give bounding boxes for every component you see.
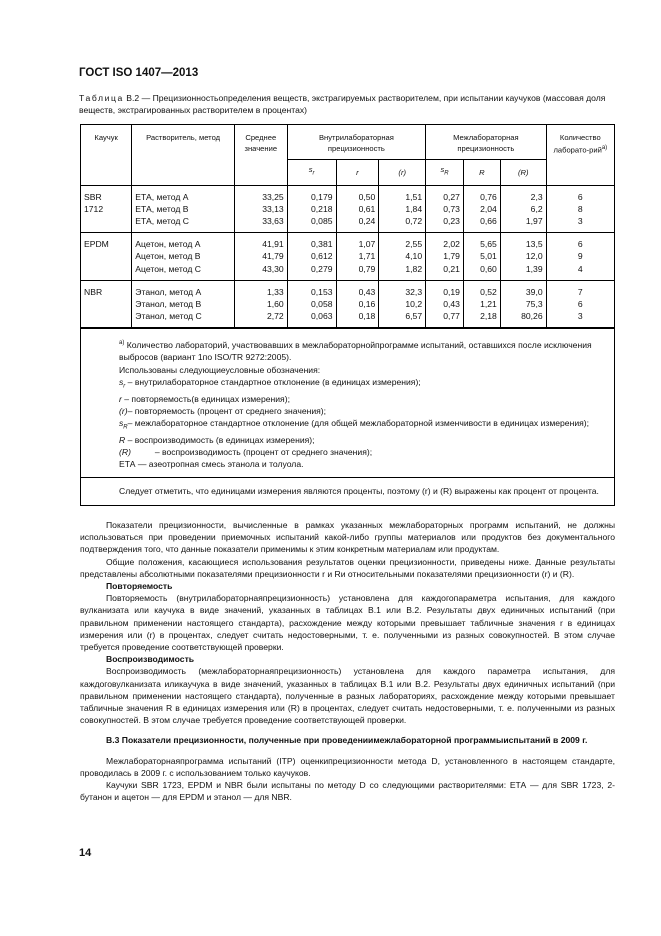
paragraph-6: Каучуки SBR 1723, EPDM и NBR были испытаны по методу D со следующими растворителями: ЕТА — для SBR 1723, 2-бутанон и ацетон — для EPDM и этанол — для NBR. — [80, 780, 615, 803]
cell-value: 33,63 — [262, 215, 284, 226]
cell-value: 2,3 — [530, 191, 543, 202]
legend-symbol: s — [119, 418, 124, 429]
cell-value: 2,02 — [443, 239, 460, 250]
table-row — [81, 280, 614, 328]
cell-value: 33,25 — [262, 191, 284, 202]
cell-value: Ацетон, метод А — [135, 239, 201, 250]
cell-value: 0,063 — [311, 311, 333, 322]
legend-symbol: (r) — [119, 405, 128, 416]
cell-value: 0,27 — [443, 191, 460, 202]
header-labs-label: Количество лаборато-рий — [553, 133, 602, 155]
table-body — [81, 185, 614, 328]
rubber-name-line: NBR — [84, 286, 103, 297]
cell-sR — [426, 233, 464, 281]
legend-text: – повторяемость(в единицах измерения); — [121, 393, 290, 404]
cell-value: Этанол, метод А — [135, 286, 202, 297]
cell-sr — [287, 185, 336, 233]
cell-value: 0,43 — [358, 286, 376, 297]
cell-value: 2,04 — [480, 203, 497, 214]
cell-solvent — [132, 280, 235, 328]
header-solvent: Растворитель, метод — [132, 125, 235, 185]
rubber-name-line: SBR — [84, 191, 102, 202]
precision-table — [80, 124, 615, 506]
cell-value: 0,61 — [358, 203, 376, 214]
cell-value: 0,60 — [480, 263, 497, 274]
legend-symbol: (R) — [119, 447, 131, 458]
cell-sr — [287, 280, 336, 328]
cell-value: 1,71 — [358, 251, 376, 262]
cell-value: 6 — [577, 239, 583, 250]
cell-value: 2,55 — [405, 239, 423, 250]
legend-text: – межлабораторное стандартное отклонение (для общей межлабораторной изменчивости в единицах измерения); — [127, 418, 590, 429]
cell-sR — [426, 280, 464, 328]
cell-value: 0,23 — [443, 215, 460, 226]
cell-value: 1,51 — [405, 191, 423, 202]
rubber-name-line: 1712 — [84, 203, 104, 214]
cell-value: 0,058 — [311, 298, 333, 309]
legend-item — [86, 434, 609, 446]
cell-rubber — [81, 233, 132, 281]
cell-value: 2,18 — [480, 311, 497, 322]
cell-value: 41,91 — [262, 239, 284, 250]
caption-number: В.2 — [123, 93, 140, 103]
cell-value: 0,153 — [311, 286, 333, 297]
cell-value: 75,3 — [525, 298, 543, 309]
standard-header: ГОСТ ISO 1407—2013 — [79, 67, 199, 79]
cell-value: 1,39 — [525, 263, 543, 274]
header-sR-sub: R — [444, 170, 449, 177]
cell-value: 0,79 — [358, 263, 376, 274]
cell-value: 13,5 — [525, 239, 543, 250]
paragraph-3: Повторяемость (внутрилабораторнаяпрецизионность) установлена для каждогопараметра испытания, для каждого вулканизата или каучука в виде значений, указанных в таблицах В.1 или В.2. Результаты двух единичных испытаний (при правильном применении настоящего стандарта), расхождение между которыми превышает табличные значения r в единицах измерения или (r) в процентах, следует считать недостоверными, т. е. полученными из разных совокупностей. В этом случае требуется проведение соответствующей проверки. — [80, 593, 615, 653]
cell-sR — [426, 185, 464, 233]
note-text: Следует отметить, что единицами измерения являются проценты, поэтому (r) и (R) выражены как процент от процента. — [119, 485, 599, 496]
cell-value: Ацетон, метод В — [135, 251, 201, 262]
caption-label: Таблица — [79, 93, 124, 103]
cell-value: Ацетон, метод С — [135, 263, 201, 274]
header-r-pct: (r) — [379, 159, 426, 185]
cell-rubber — [81, 185, 132, 233]
cell-value: 0,76 — [480, 191, 497, 202]
legend-symbol: r — [119, 393, 122, 404]
legend-text: – воспроизводимость (в единицах измерения); — [125, 435, 315, 446]
legend-item — [86, 417, 609, 434]
cell-value: 0,18 — [358, 311, 376, 322]
cell-value: ЕТА, метод В — [135, 203, 189, 214]
cell-value: 6,57 — [405, 311, 423, 322]
legend-text: — азеотропная смесь этанола и толуола. — [135, 459, 304, 470]
heading-repeatability: Повторяемость — [106, 581, 173, 592]
cell-value: 5,65 — [480, 239, 497, 250]
cell-value: 6 — [577, 191, 583, 202]
legend-symbol: s — [119, 376, 124, 387]
cell-value: 0,43 — [443, 298, 460, 309]
cell-value: 0,24 — [358, 215, 376, 226]
cell-R — [463, 185, 500, 233]
cell-value: 1,97 — [525, 215, 543, 226]
cell-value: 4 — [577, 263, 583, 274]
cell-value: 1,60 — [266, 298, 284, 309]
paragraph-4: Воспроизводимость (межлабораторнаяпрецизионность) установлена для каждого параметра испытания, для каждоговулканизата иликаучука в виде значений, указанных в таблицах В.1 или В.2. Результаты двух единичных испытаний (при правильном применении настоящего стандарта), полученные в разных лабораториях, расхождение между которыми превышает табличные значения R в единицах измерения или (R) в процентах, следует считать недостоверными, т. е. полученными из разных совокупностей. В этом случае требуется проведение соответствующей проверки. — [80, 666, 615, 726]
rubber-name-line: EPDM — [84, 239, 109, 250]
cell-value: 1,84 — [405, 203, 423, 214]
cell-value: 8 — [577, 203, 583, 214]
cell-mean — [234, 185, 287, 233]
cell-value: 4,10 — [405, 251, 423, 262]
cell-value: 9 — [577, 251, 583, 262]
table-row — [81, 185, 614, 233]
cell-R — [463, 233, 500, 281]
cell-labs — [546, 185, 614, 233]
legend-item — [86, 458, 609, 470]
cell-value: ЕТА, метод С — [135, 215, 189, 226]
cell-value: 10,2 — [405, 298, 423, 309]
cell-R-pct — [500, 233, 546, 281]
cell-mean — [234, 233, 287, 281]
legend-item — [86, 405, 609, 417]
cell-value: 0,19 — [443, 286, 460, 297]
cell-value: 1,07 — [358, 239, 376, 250]
legend-text: – воспроизводимость (процент от среднего значения); — [130, 447, 373, 458]
header-sR-symbol: s — [440, 165, 445, 175]
cell-sr — [287, 233, 336, 281]
cell-value: 3 — [577, 311, 583, 322]
footnote-text: Количество лабораторий, участвовавших в межлабораторнойпрограмме испытаний, оставшихся после исключения выбросов (вариант 1по ISO/TR 9272:2005). — [119, 340, 592, 363]
cell-R-pct — [500, 280, 546, 328]
cell-value: 2,72 — [266, 311, 284, 322]
legend-text: – повторяемость (процент от среднего значения); — [127, 405, 327, 416]
cell-value: 1,79 — [443, 251, 460, 262]
cell-value: 0,73 — [443, 203, 460, 214]
cell-value: 6,2 — [530, 203, 543, 214]
header-between-lab: Межлабораторная прецизионность — [426, 125, 547, 159]
cell-r-pct — [379, 185, 426, 233]
cell-solvent — [132, 233, 235, 281]
header-rubber: Каучук — [81, 125, 132, 185]
header-sr — [287, 159, 336, 185]
legend-item — [86, 446, 609, 458]
cell-value: 0,279 — [311, 263, 333, 274]
cell-value: 12,0 — [525, 251, 543, 262]
cell-r-pct — [379, 233, 426, 281]
cell-r — [336, 185, 379, 233]
cell-labs — [546, 233, 614, 281]
header-sr-symbol: s — [308, 165, 313, 175]
heading-reproducibility: Воспроизводимость — [106, 654, 195, 665]
footnote — [86, 337, 609, 363]
cell-value: 0,66 — [480, 215, 497, 226]
cell-mean — [234, 280, 287, 328]
cell-value: 41,79 — [262, 251, 284, 262]
header-R: R — [463, 159, 500, 185]
legend-symbol: R — [119, 435, 126, 446]
cell-value: 0,16 — [358, 298, 376, 309]
legend-item — [86, 393, 609, 405]
cell-value: 0,72 — [405, 215, 423, 226]
table-note — [81, 477, 614, 505]
cell-value: 39,0 — [525, 286, 543, 297]
cell-value: Этанол, метод С — [135, 311, 202, 322]
footnote-mark: а) — [119, 340, 125, 347]
header-labs — [546, 125, 614, 185]
legend-symbol-sub: R — [123, 424, 128, 431]
cell-solvent — [132, 185, 235, 233]
cell-value: 6 — [577, 298, 583, 309]
cell-value: 43,30 — [262, 263, 284, 274]
cell-value: 0,21 — [443, 263, 460, 274]
body-text — [80, 519, 615, 803]
cell-value: 0,218 — [311, 203, 333, 214]
cell-value: 0,50 — [358, 191, 376, 202]
header-within-lab: Внутрилабораторная прецизионность — [287, 125, 425, 159]
cell-value: 0,381 — [311, 239, 333, 250]
legend-item — [86, 376, 609, 393]
caption-text: — Прецизионностьопределения веществ, экстрагируемых растворителем, при испытании каучуков (массовая доля веществ, экстрагированных растворителем в процентах) — [79, 93, 606, 115]
header-sR — [426, 159, 464, 185]
cell-value: 1,21 — [480, 298, 497, 309]
cell-value: 0,179 — [311, 191, 333, 202]
cell-R — [463, 280, 500, 328]
table-notes — [81, 328, 614, 476]
cell-labs — [546, 280, 614, 328]
paragraph-5: Межлабораторнаяпрограмма испытаний (ITP) оценкипрецизионности метода D, установленного в настоящем стандарте, проводилась в 2009 г. с использованием только каучуков. — [80, 755, 615, 778]
header-mean: Среднее значение — [234, 125, 287, 185]
cell-value: 1,82 — [405, 263, 423, 274]
cell-rubber — [81, 280, 132, 328]
header-labs-footnote-mark: а) — [601, 145, 608, 151]
section-heading-b3: В.3 Показатели прецизионности, полученные при проведениимежлабораторной программыиспытаний в 2009 г. — [106, 735, 588, 746]
cell-value: 3 — [577, 215, 583, 226]
cell-value: 0,085 — [311, 215, 333, 226]
legend-list — [86, 376, 609, 471]
legend-intro: Использованы следующиеусловные обозначения: — [119, 364, 321, 375]
page-number: 14 — [79, 847, 92, 859]
legend-symbol-sub: r — [123, 383, 126, 390]
cell-R-pct — [500, 185, 546, 233]
cell-value: 0,52 — [480, 286, 497, 297]
paragraph-2: Общие положения, касающиеся использования результатов оценки прецизионности, приведены ниже. Данные результаты представлены абсолютными показателями прецизионности r и Rи относительными показателями прецизионности (r) и (R). — [80, 556, 615, 579]
cell-value: 5,01 — [480, 251, 497, 262]
cell-value: 33,13 — [262, 203, 284, 214]
cell-r — [336, 280, 379, 328]
legend-text: – внутрилабораторное стандартное отклонение (в единицах измерения); — [125, 376, 421, 387]
cell-value: 0,77 — [443, 311, 460, 322]
table-caption — [79, 92, 615, 116]
header-r: r — [336, 159, 379, 185]
header-sr-sub: r — [312, 170, 315, 177]
legend-symbol: ЕТА — [119, 459, 136, 470]
cell-value: 0,612 — [311, 251, 333, 262]
cell-value: Этанол, метод В — [135, 298, 202, 309]
cell-value: 7 — [577, 286, 583, 297]
paragraph-1: Показатели прецизионности, вычисленные в рамках указанных межлабораторных программ испытаний, не должны использоваться при проведении приемочных испытаний какой-либо группы материалов или продуктов без документального подтверждения того, что данные показатели применимы к этим конкретным материалам или продуктам. — [80, 520, 615, 555]
cell-value: ЕТА, метод А — [135, 191, 189, 202]
cell-r — [336, 233, 379, 281]
header-R-pct: (R) — [500, 159, 546, 185]
cell-value: 1,33 — [266, 286, 284, 297]
cell-value: 32,3 — [405, 286, 423, 297]
data-table — [81, 125, 614, 328]
table-row — [81, 233, 614, 281]
cell-r-pct — [379, 280, 426, 328]
cell-value: 80,26 — [521, 311, 543, 322]
